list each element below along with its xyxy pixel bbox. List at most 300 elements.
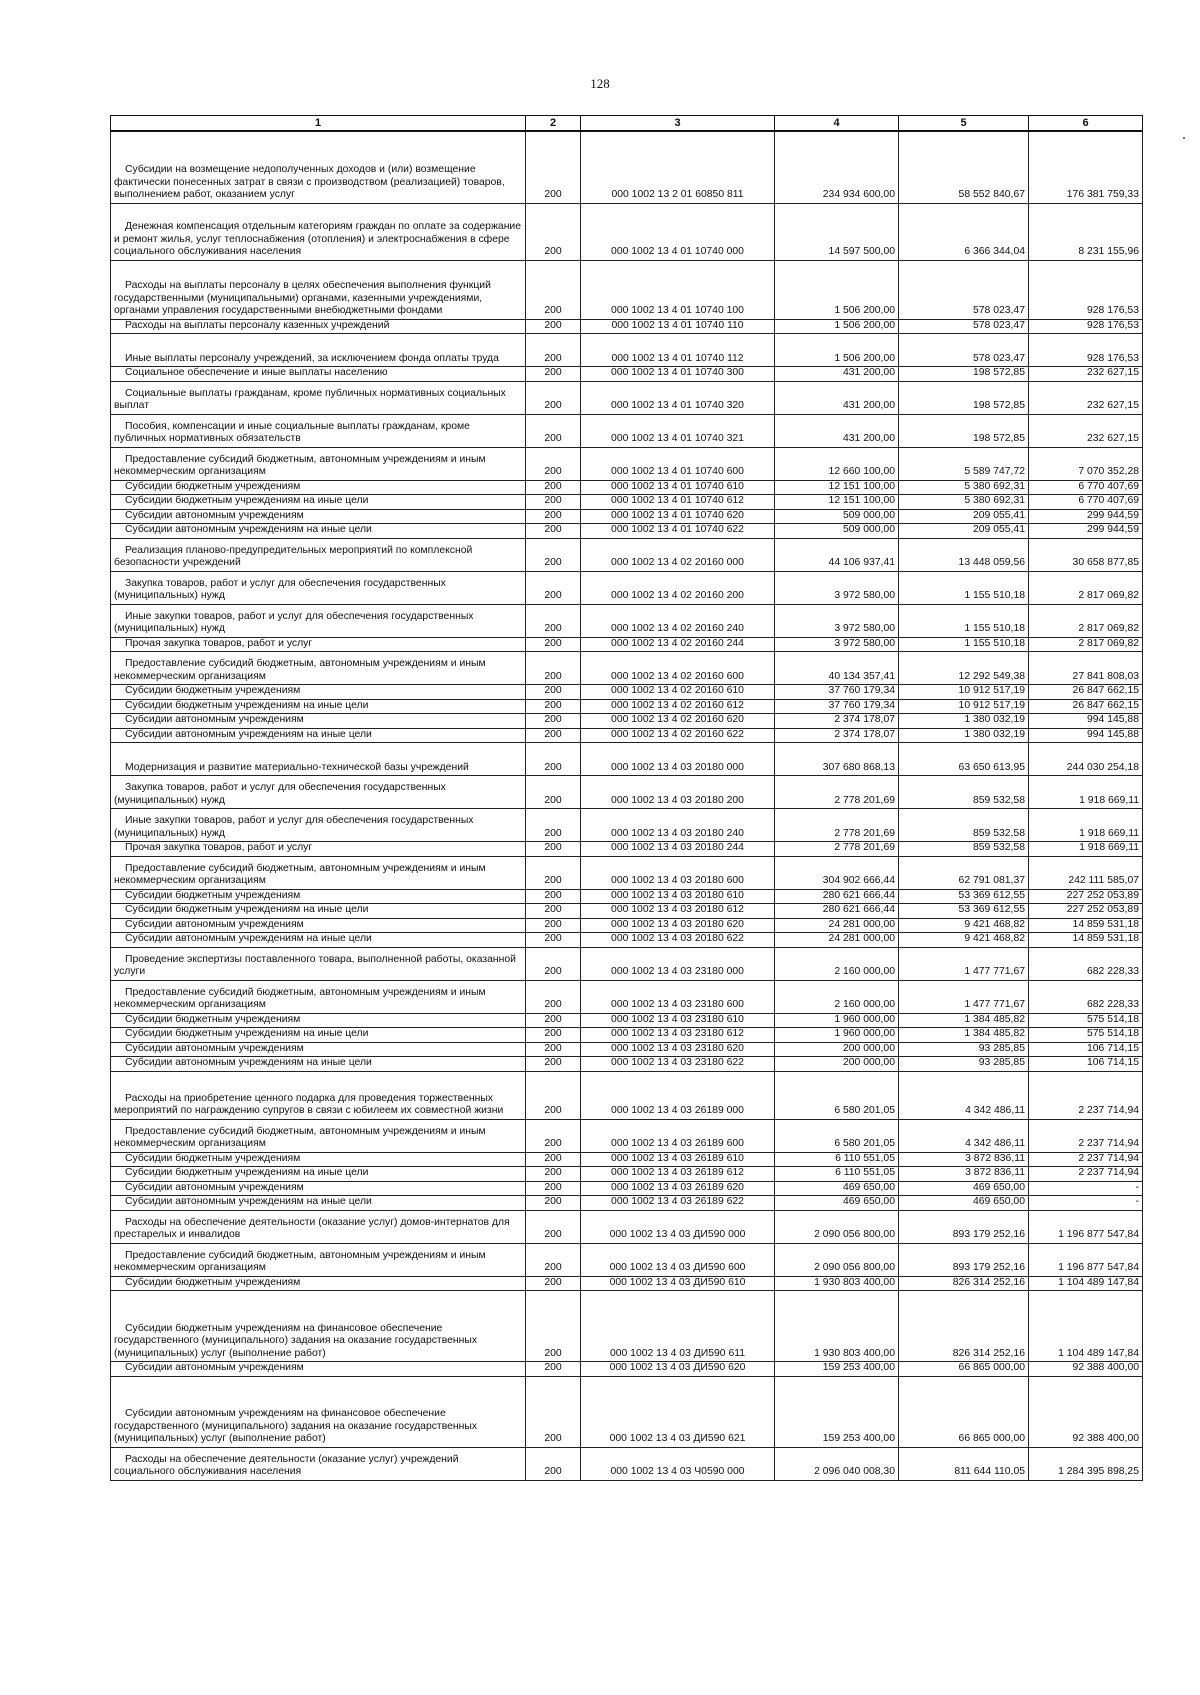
expense-name-cell: Проведение экспертизы поставленного товара, выполненной работы, оказанной услуги [111,947,526,980]
executed-amount-cell: 198 572,85 [899,381,1029,414]
expense-name-cell: Прочая закупка товаров, работ и услуг [111,637,526,652]
admin-code-cell: 200 [526,1181,581,1196]
classification-code-cell: 000 1002 13 4 02 20160 244 [581,637,775,652]
expense-name-cell: Закупка товаров, работ и услуг для обеспечения государственных (муниципальных) нужд [111,571,526,604]
classification-code-cell: 000 1002 13 4 03 23180 600 [581,980,775,1013]
approved-amount-cell: 6 580 201,05 [775,1119,899,1152]
table-row [111,203,1143,260]
admin-code-cell: 200 [526,381,581,414]
classification-code-cell: 000 1002 13 4 01 10740 100 [581,260,775,319]
approved-amount-cell: 12 151 100,00 [775,480,899,495]
table-row [111,509,1143,524]
table-row [111,652,1143,685]
expense-name-cell: Субсидии бюджетным учреждениям на иные цели [111,495,526,510]
classification-code-cell: 000 1002 13 4 01 10740 612 [581,495,775,510]
unexecuted-amount-cell: 14 859 531,18 [1029,933,1143,948]
approved-amount-cell: 2 096 040 008,30 [775,1447,899,1480]
expense-name-cell: Субсидии бюджетным учреждениям [111,889,526,904]
admin-code-cell: 200 [526,447,581,480]
table-row [111,260,1143,319]
classification-code-cell: 000 1002 13 4 03 26189 610 [581,1152,775,1167]
table-row [111,685,1143,700]
table-row [111,319,1143,334]
admin-code-cell: 200 [526,1210,581,1243]
admin-code-cell: 200 [526,367,581,382]
table-row [111,933,1143,948]
budget-execution-table [110,115,1143,1481]
admin-code-cell: 200 [526,509,581,524]
table-row [111,571,1143,604]
admin-code-cell: 200 [526,743,581,776]
classification-code-cell: 000 1002 13 4 02 20160 622 [581,728,775,743]
classification-code-cell: 000 1002 13 4 03 Ч0590 000 [581,1447,775,1480]
table-row [111,980,1143,1013]
approved-amount-cell: 2 090 056 800,00 [775,1210,899,1243]
classification-code-cell: 000 1002 13 4 03 20180 240 [581,809,775,842]
classification-code-cell: 000 1002 13 4 02 20160 620 [581,714,775,729]
approved-amount-cell: 3 972 580,00 [775,604,899,637]
unexecuted-amount-cell: 682 228,33 [1029,980,1143,1013]
classification-code-cell: 000 1002 13 4 03 20180 612 [581,904,775,919]
executed-amount-cell: 13 448 059,56 [899,538,1029,571]
unexecuted-amount-cell: 14 859 531,18 [1029,918,1143,933]
table-row [111,447,1143,480]
executed-amount-cell: 53 369 612,55 [899,904,1029,919]
executed-amount-cell: 93 285,85 [899,1057,1029,1072]
table-row [111,1013,1143,1028]
admin-code-cell: 200 [526,714,581,729]
classification-code-cell: 000 1002 13 4 03 23180 000 [581,947,775,980]
unexecuted-amount-cell: - [1029,1196,1143,1211]
unexecuted-amount-cell: 30 658 877,85 [1029,538,1143,571]
admin-code-cell: 200 [526,524,581,539]
unexecuted-amount-cell: 26 847 662,15 [1029,699,1143,714]
admin-code-cell: 200 [526,414,581,447]
table-row [111,131,1143,203]
admin-code-cell: 200 [526,1276,581,1291]
admin-code-cell: 200 [526,1119,581,1152]
expense-name-cell: Иные выплаты персоналу учреждений, за исключением фонда оплаты труда [111,334,526,367]
expense-name-cell: Расходы на выплаты персоналу казенных учреждений [111,319,526,334]
executed-amount-cell: 93 285,85 [899,1042,1029,1057]
admin-code-cell: 200 [526,203,581,260]
expense-name-cell: Субсидии автономным учреждениям [111,714,526,729]
approved-amount-cell: 1 506 200,00 [775,334,899,367]
table-row [111,414,1143,447]
table-row [111,1057,1143,1072]
table-row [111,604,1143,637]
admin-code-cell: 200 [526,1042,581,1057]
classification-code-cell: 000 1002 13 4 03 23180 622 [581,1057,775,1072]
table-row [111,495,1143,510]
admin-code-cell: 200 [526,728,581,743]
approved-amount-cell: 1 960 000,00 [775,1028,899,1043]
classification-code-cell: 000 1002 13 4 01 10740 112 [581,334,775,367]
executed-amount-cell: 58 552 840,67 [899,131,1029,203]
unexecuted-amount-cell: - [1029,1181,1143,1196]
admin-code-cell: 200 [526,604,581,637]
classification-code-cell: 000 1002 13 4 01 10740 600 [581,447,775,480]
admin-code-cell: 200 [526,1362,581,1377]
admin-code-cell: 200 [526,1057,581,1072]
expense-name-cell: Иные закупки товаров, работ и услуг для обеспечения государственных (муниципальных) нужд [111,809,526,842]
unexecuted-amount-cell: 928 176,53 [1029,260,1143,319]
table-row [111,1071,1143,1119]
classification-code-cell: 000 1002 13 4 03 ДИ590 611 [581,1291,775,1362]
table-row [111,889,1143,904]
table-row [111,743,1143,776]
classification-code-cell: 000 1002 13 4 03 23180 610 [581,1013,775,1028]
table-row [111,856,1143,889]
classification-code-cell: 000 1002 13 4 03 23180 620 [581,1042,775,1057]
admin-code-cell: 200 [526,980,581,1013]
admin-code-cell: 200 [526,334,581,367]
classification-code-cell: 000 1002 13 4 03 26189 000 [581,1071,775,1119]
expense-name-cell: Субсидии на возмещение недополученных доходов и (или) возмещение фактически понесенных затрат в связи с производством (реализацией) товаров, выполнением работ, оказанием услуг [111,131,526,203]
executed-amount-cell: 9 421 468,82 [899,933,1029,948]
approved-amount-cell: 40 134 357,41 [775,652,899,685]
unexecuted-amount-cell: 2 237 714,94 [1029,1119,1143,1152]
approved-amount-cell: 431 200,00 [775,414,899,447]
expense-name-cell: Субсидии бюджетным учреждениям на иные цели [111,699,526,714]
executed-amount-cell: 469 650,00 [899,1181,1029,1196]
approved-amount-cell: 2 160 000,00 [775,980,899,1013]
scan-mark [1183,137,1185,139]
unexecuted-amount-cell: 299 944,59 [1029,509,1143,524]
unexecuted-amount-cell: 2 237 714,94 [1029,1152,1143,1167]
executed-amount-cell: 893 179 252,16 [899,1243,1029,1276]
classification-code-cell: 000 1002 13 4 03 20180 610 [581,889,775,904]
approved-amount-cell: 37 760 179,34 [775,685,899,700]
unexecuted-amount-cell: 27 841 808,03 [1029,652,1143,685]
classification-code-cell: 000 1002 13 4 03 26189 622 [581,1196,775,1211]
column-number-header-row [111,116,1143,132]
classification-code-cell: 000 1002 13 4 03 ДИ590 620 [581,1362,775,1377]
admin-code-cell: 200 [526,480,581,495]
executed-amount-cell: 578 023,47 [899,334,1029,367]
expense-name-cell: Субсидии автономным учреждениям [111,1042,526,1057]
admin-code-cell: 200 [526,947,581,980]
executed-amount-cell: 4 342 486,11 [899,1071,1029,1119]
classification-code-cell: 000 1002 13 4 03 20180 600 [581,856,775,889]
executed-amount-cell: 1 380 032,19 [899,728,1029,743]
executed-amount-cell: 4 342 486,11 [899,1119,1029,1152]
admin-code-cell: 200 [526,538,581,571]
expense-name-cell: Субсидии бюджетным учреждениям на иные цели [111,1167,526,1182]
approved-amount-cell: 3 972 580,00 [775,637,899,652]
executed-amount-cell: 826 314 252,16 [899,1291,1029,1362]
approved-amount-cell: 234 934 600,00 [775,131,899,203]
unexecuted-amount-cell: 299 944,59 [1029,524,1143,539]
unexecuted-amount-cell: 6 770 407,69 [1029,480,1143,495]
expense-name-cell: Субсидии автономным учреждениям на иные цели [111,1057,526,1072]
classification-code-cell: 000 1002 13 4 03 20180 620 [581,918,775,933]
classification-code-cell: 000 1002 13 4 02 20160 612 [581,699,775,714]
unexecuted-amount-cell: 2 817 069,82 [1029,604,1143,637]
approved-amount-cell: 6 580 201,05 [775,1071,899,1119]
unexecuted-amount-cell: 106 714,15 [1029,1042,1143,1057]
classification-code-cell: 000 1002 13 4 03 20180 244 [581,842,775,857]
expense-name-cell: Субсидии автономным учреждениям на иные цели [111,1196,526,1211]
classification-code-cell: 000 1002 13 2 01 60850 811 [581,131,775,203]
expense-name-cell: Субсидии бюджетным учреждениям [111,480,526,495]
table-row [111,334,1143,367]
approved-amount-cell: 509 000,00 [775,509,899,524]
executed-amount-cell: 1 384 485,82 [899,1013,1029,1028]
executed-amount-cell: 1 477 771,67 [899,980,1029,1013]
expense-name-cell: Субсидии бюджетным учреждениям [111,1013,526,1028]
unexecuted-amount-cell: 6 770 407,69 [1029,495,1143,510]
admin-code-cell: 200 [526,1243,581,1276]
table-row [111,524,1143,539]
expense-name-cell: Субсидии автономным учреждениям на иные цели [111,728,526,743]
executed-amount-cell: 209 055,41 [899,524,1029,539]
executed-amount-cell: 1 380 032,19 [899,714,1029,729]
approved-amount-cell: 159 253 400,00 [775,1362,899,1377]
table-row [111,1167,1143,1182]
expense-name-cell: Субсидии автономным учреждениям [111,918,526,933]
table-row [111,480,1143,495]
expense-name-cell: Предоставление субсидий бюджетным, автономным учреждениям и иным некоммерческим организациям [111,980,526,1013]
executed-amount-cell: 1 477 771,67 [899,947,1029,980]
admin-code-cell: 200 [526,933,581,948]
expense-name-cell: Расходы на обеспечение деятельности (оказание услуг) учреждений социального обслуживания населения [111,1447,526,1480]
approved-amount-cell: 24 281 000,00 [775,933,899,948]
classification-code-cell: 000 1002 13 4 01 10740 300 [581,367,775,382]
admin-code-cell: 200 [526,1028,581,1043]
expense-name-cell: Субсидии бюджетным учреждениям на иные цели [111,904,526,919]
approved-amount-cell: 200 000,00 [775,1057,899,1072]
table-row [111,1028,1143,1043]
admin-code-cell: 200 [526,918,581,933]
table-row [111,809,1143,842]
approved-amount-cell: 14 597 500,00 [775,203,899,260]
expense-name-cell: Субсидии автономным учреждениям [111,1181,526,1196]
classification-code-cell: 000 1002 13 4 02 20160 200 [581,571,775,604]
unexecuted-amount-cell: 244 030 254,18 [1029,743,1143,776]
expense-name-cell: Субсидии автономным учреждениям [111,509,526,524]
expense-name-cell: Социальные выплаты гражданам, кроме публичных нормативных социальных выплат [111,381,526,414]
table-row [111,776,1143,809]
classification-code-cell: 000 1002 13 4 03 ДИ590 000 [581,1210,775,1243]
admin-code-cell: 200 [526,1376,581,1447]
executed-amount-cell: 10 912 517,19 [899,685,1029,700]
executed-amount-cell: 859 532,58 [899,842,1029,857]
approved-amount-cell: 1 960 000,00 [775,1013,899,1028]
approved-amount-cell: 6 110 551,05 [775,1152,899,1167]
executed-amount-cell: 12 292 549,38 [899,652,1029,685]
unexecuted-amount-cell: 1 196 877 547,84 [1029,1210,1143,1243]
unexecuted-amount-cell: 1 284 395 898,25 [1029,1447,1143,1480]
approved-amount-cell: 509 000,00 [775,524,899,539]
table-row [111,1376,1143,1447]
classification-code-cell: 000 1002 13 4 02 20160 240 [581,604,775,637]
table-row [111,904,1143,919]
executed-amount-cell: 1 384 485,82 [899,1028,1029,1043]
approved-amount-cell: 431 200,00 [775,367,899,382]
unexecuted-amount-cell: 2 817 069,82 [1029,637,1143,652]
table-row [111,714,1143,729]
approved-amount-cell: 1 930 803 400,00 [775,1291,899,1362]
executed-amount-cell: 66 865 000,00 [899,1376,1029,1447]
table-row [111,1181,1143,1196]
classification-code-cell: 000 1002 13 4 01 10740 622 [581,524,775,539]
expense-name-cell: Социальное обеспечение и иные выплаты населению [111,367,526,382]
admin-code-cell: 200 [526,699,581,714]
executed-amount-cell: 9 421 468,82 [899,918,1029,933]
admin-code-cell: 200 [526,856,581,889]
expense-name-cell: Закупка товаров, работ и услуг для обеспечения государственных (муниципальных) нужд [111,776,526,809]
approved-amount-cell: 200 000,00 [775,1042,899,1057]
approved-amount-cell: 2 778 201,69 [775,776,899,809]
unexecuted-amount-cell: 928 176,53 [1029,334,1143,367]
table-row [111,728,1143,743]
expense-name-cell: Субсидии автономным учреждениям на иные цели [111,524,526,539]
admin-code-cell: 200 [526,889,581,904]
approved-amount-cell: 159 253 400,00 [775,1376,899,1447]
admin-code-cell: 200 [526,1291,581,1362]
admin-code-cell: 200 [526,842,581,857]
unexecuted-amount-cell: 1 918 669,11 [1029,842,1143,857]
approved-amount-cell: 2 090 056 800,00 [775,1243,899,1276]
classification-code-cell: 000 1002 13 4 03 26189 620 [581,1181,775,1196]
admin-code-cell: 200 [526,685,581,700]
unexecuted-amount-cell: 232 627,15 [1029,414,1143,447]
expense-name-cell: Субсидии бюджетным учреждениям [111,685,526,700]
executed-amount-cell: 469 650,00 [899,1196,1029,1211]
unexecuted-amount-cell: 176 381 759,33 [1029,131,1143,203]
classification-code-cell: 000 1002 13 4 01 10740 620 [581,509,775,524]
approved-amount-cell: 24 281 000,00 [775,918,899,933]
approved-amount-cell: 37 760 179,34 [775,699,899,714]
column-header-2: 2 [526,116,581,132]
expense-name-cell: Субсидии бюджетным учреждениям на финансовое обеспечение государственного (муниципального) задания на оказание государственных (муниципальных) услуг (выполнение работ) [111,1291,526,1362]
expense-name-cell: Субсидии автономным учреждениям на иные цели [111,933,526,948]
expense-name-cell: Предоставление субсидий бюджетным, автономным учреждениям и иным некоммерческим организациям [111,1119,526,1152]
expense-name-cell: Предоставление субсидий бюджетным, автономным учреждениям и иным некоммерческим организациям [111,856,526,889]
executed-amount-cell: 198 572,85 [899,414,1029,447]
table-row [111,947,1143,980]
classification-code-cell: 000 1002 13 4 03 20180 000 [581,743,775,776]
classification-code-cell: 000 1002 13 4 02 20160 600 [581,652,775,685]
table-row [111,1447,1143,1480]
unexecuted-amount-cell: 1 196 877 547,84 [1029,1243,1143,1276]
table-row [111,842,1143,857]
table-body [111,131,1143,1480]
approved-amount-cell: 2 374 178,07 [775,728,899,743]
expense-name-cell: Расходы на выплаты персоналу в целях обеспечения выполнения функций государственными (муниципальными) органами, казенными учреждениями, органами управления государственными внебюджетными фондами [111,260,526,319]
admin-code-cell: 200 [526,1447,581,1480]
expense-name-cell: Предоставление субсидий бюджетным, автономным учреждениям и иным некоммерческим организациям [111,447,526,480]
executed-amount-cell: 1 155 510,18 [899,637,1029,652]
admin-code-cell: 200 [526,1013,581,1028]
approved-amount-cell: 1 506 200,00 [775,319,899,334]
admin-code-cell: 200 [526,1167,581,1182]
classification-code-cell: 000 1002 13 4 03 23180 612 [581,1028,775,1043]
admin-code-cell: 200 [526,319,581,334]
expense-name-cell: Пособия, компенсации и иные социальные выплаты гражданам, кроме публичных нормативных обязательств [111,414,526,447]
approved-amount-cell: 307 680 868,13 [775,743,899,776]
table-row [111,1276,1143,1291]
expense-name-cell: Модернизация и развитие материально-технической базы учреждений [111,743,526,776]
expense-name-cell: Субсидии автономным учреждениям [111,1362,526,1377]
executed-amount-cell: 826 314 252,16 [899,1276,1029,1291]
unexecuted-amount-cell: 7 070 352,28 [1029,447,1143,480]
classification-code-cell: 000 1002 13 4 03 ДИ590 610 [581,1276,775,1291]
executed-amount-cell: 62 791 081,37 [899,856,1029,889]
expense-name-cell: Субсидии бюджетным учреждениям [111,1152,526,1167]
expense-name-cell: Субсидии бюджетным учреждениям на иные цели [111,1028,526,1043]
unexecuted-amount-cell: 682 228,33 [1029,947,1143,980]
approved-amount-cell: 280 621 666,44 [775,889,899,904]
executed-amount-cell: 10 912 517,19 [899,699,1029,714]
unexecuted-amount-cell: 1 104 489 147,84 [1029,1276,1143,1291]
admin-code-cell: 200 [526,652,581,685]
approved-amount-cell: 280 621 666,44 [775,904,899,919]
column-header-6: 6 [1029,116,1143,132]
executed-amount-cell: 3 872 836,11 [899,1152,1029,1167]
approved-amount-cell: 1 930 803 400,00 [775,1276,899,1291]
expense-name-cell: Иные закупки товаров, работ и услуг для обеспечения государственных (муниципальных) нужд [111,604,526,637]
admin-code-cell: 200 [526,260,581,319]
classification-code-cell: 000 1002 13 4 01 10740 110 [581,319,775,334]
column-header-3: 3 [581,116,775,132]
table-row [111,1362,1143,1377]
expense-name-cell: Расходы на обеспечение деятельности (оказание услуг) домов-интернатов для престарелых и инвалидов [111,1210,526,1243]
table-row [111,367,1143,382]
table-row [111,1210,1143,1243]
executed-amount-cell: 198 572,85 [899,367,1029,382]
table-row [111,1196,1143,1211]
expense-name-cell: Расходы на приобретение ценного подарка для проведения торжественных мероприятий по награждению супругов в связи с юбилеем их совместной жизни [111,1071,526,1119]
unexecuted-amount-cell: 928 176,53 [1029,319,1143,334]
admin-code-cell: 200 [526,571,581,604]
expense-name-cell: Денежная компенсация отдельным категориям граждан по оплате за содержание и ремонт жилья, услуг теплоснабжения (отопления) и электроснабжения в сфере социального обслуживания населения [111,203,526,260]
admin-code-cell: 200 [526,1071,581,1119]
executed-amount-cell: 5 380 692,31 [899,495,1029,510]
classification-code-cell: 000 1002 13 4 01 10740 320 [581,381,775,414]
admin-code-cell: 200 [526,904,581,919]
approved-amount-cell: 1 506 200,00 [775,260,899,319]
approved-amount-cell: 12 660 100,00 [775,447,899,480]
table-row [111,381,1143,414]
classification-code-cell: 000 1002 13 4 03 26189 612 [581,1167,775,1182]
table-row [111,1042,1143,1057]
executed-amount-cell: 578 023,47 [899,319,1029,334]
admin-code-cell: 200 [526,637,581,652]
approved-amount-cell: 469 650,00 [775,1181,899,1196]
unexecuted-amount-cell: 242 111 585,07 [1029,856,1143,889]
approved-amount-cell: 304 902 666,44 [775,856,899,889]
unexecuted-amount-cell: 1 918 669,11 [1029,776,1143,809]
table-row [111,1119,1143,1152]
classification-code-cell: 000 1002 13 4 01 10740 610 [581,480,775,495]
unexecuted-amount-cell: 8 231 155,96 [1029,203,1143,260]
approved-amount-cell: 469 650,00 [775,1196,899,1211]
unexecuted-amount-cell: 575 514,18 [1029,1028,1143,1043]
classification-code-cell: 000 1002 13 4 03 ДИ590 621 [581,1376,775,1447]
expense-name-cell: Прочая закупка товаров, работ и услуг [111,842,526,857]
column-header-5: 5 [899,116,1029,132]
classification-code-cell: 000 1002 13 4 03 26189 600 [581,1119,775,1152]
approved-amount-cell: 2 778 201,69 [775,842,899,857]
admin-code-cell: 200 [526,1196,581,1211]
table-row [111,1243,1143,1276]
admin-code-cell: 200 [526,1152,581,1167]
approved-amount-cell: 2 778 201,69 [775,809,899,842]
unexecuted-amount-cell: 232 627,15 [1029,381,1143,414]
unexecuted-amount-cell: 2 237 714,94 [1029,1167,1143,1182]
